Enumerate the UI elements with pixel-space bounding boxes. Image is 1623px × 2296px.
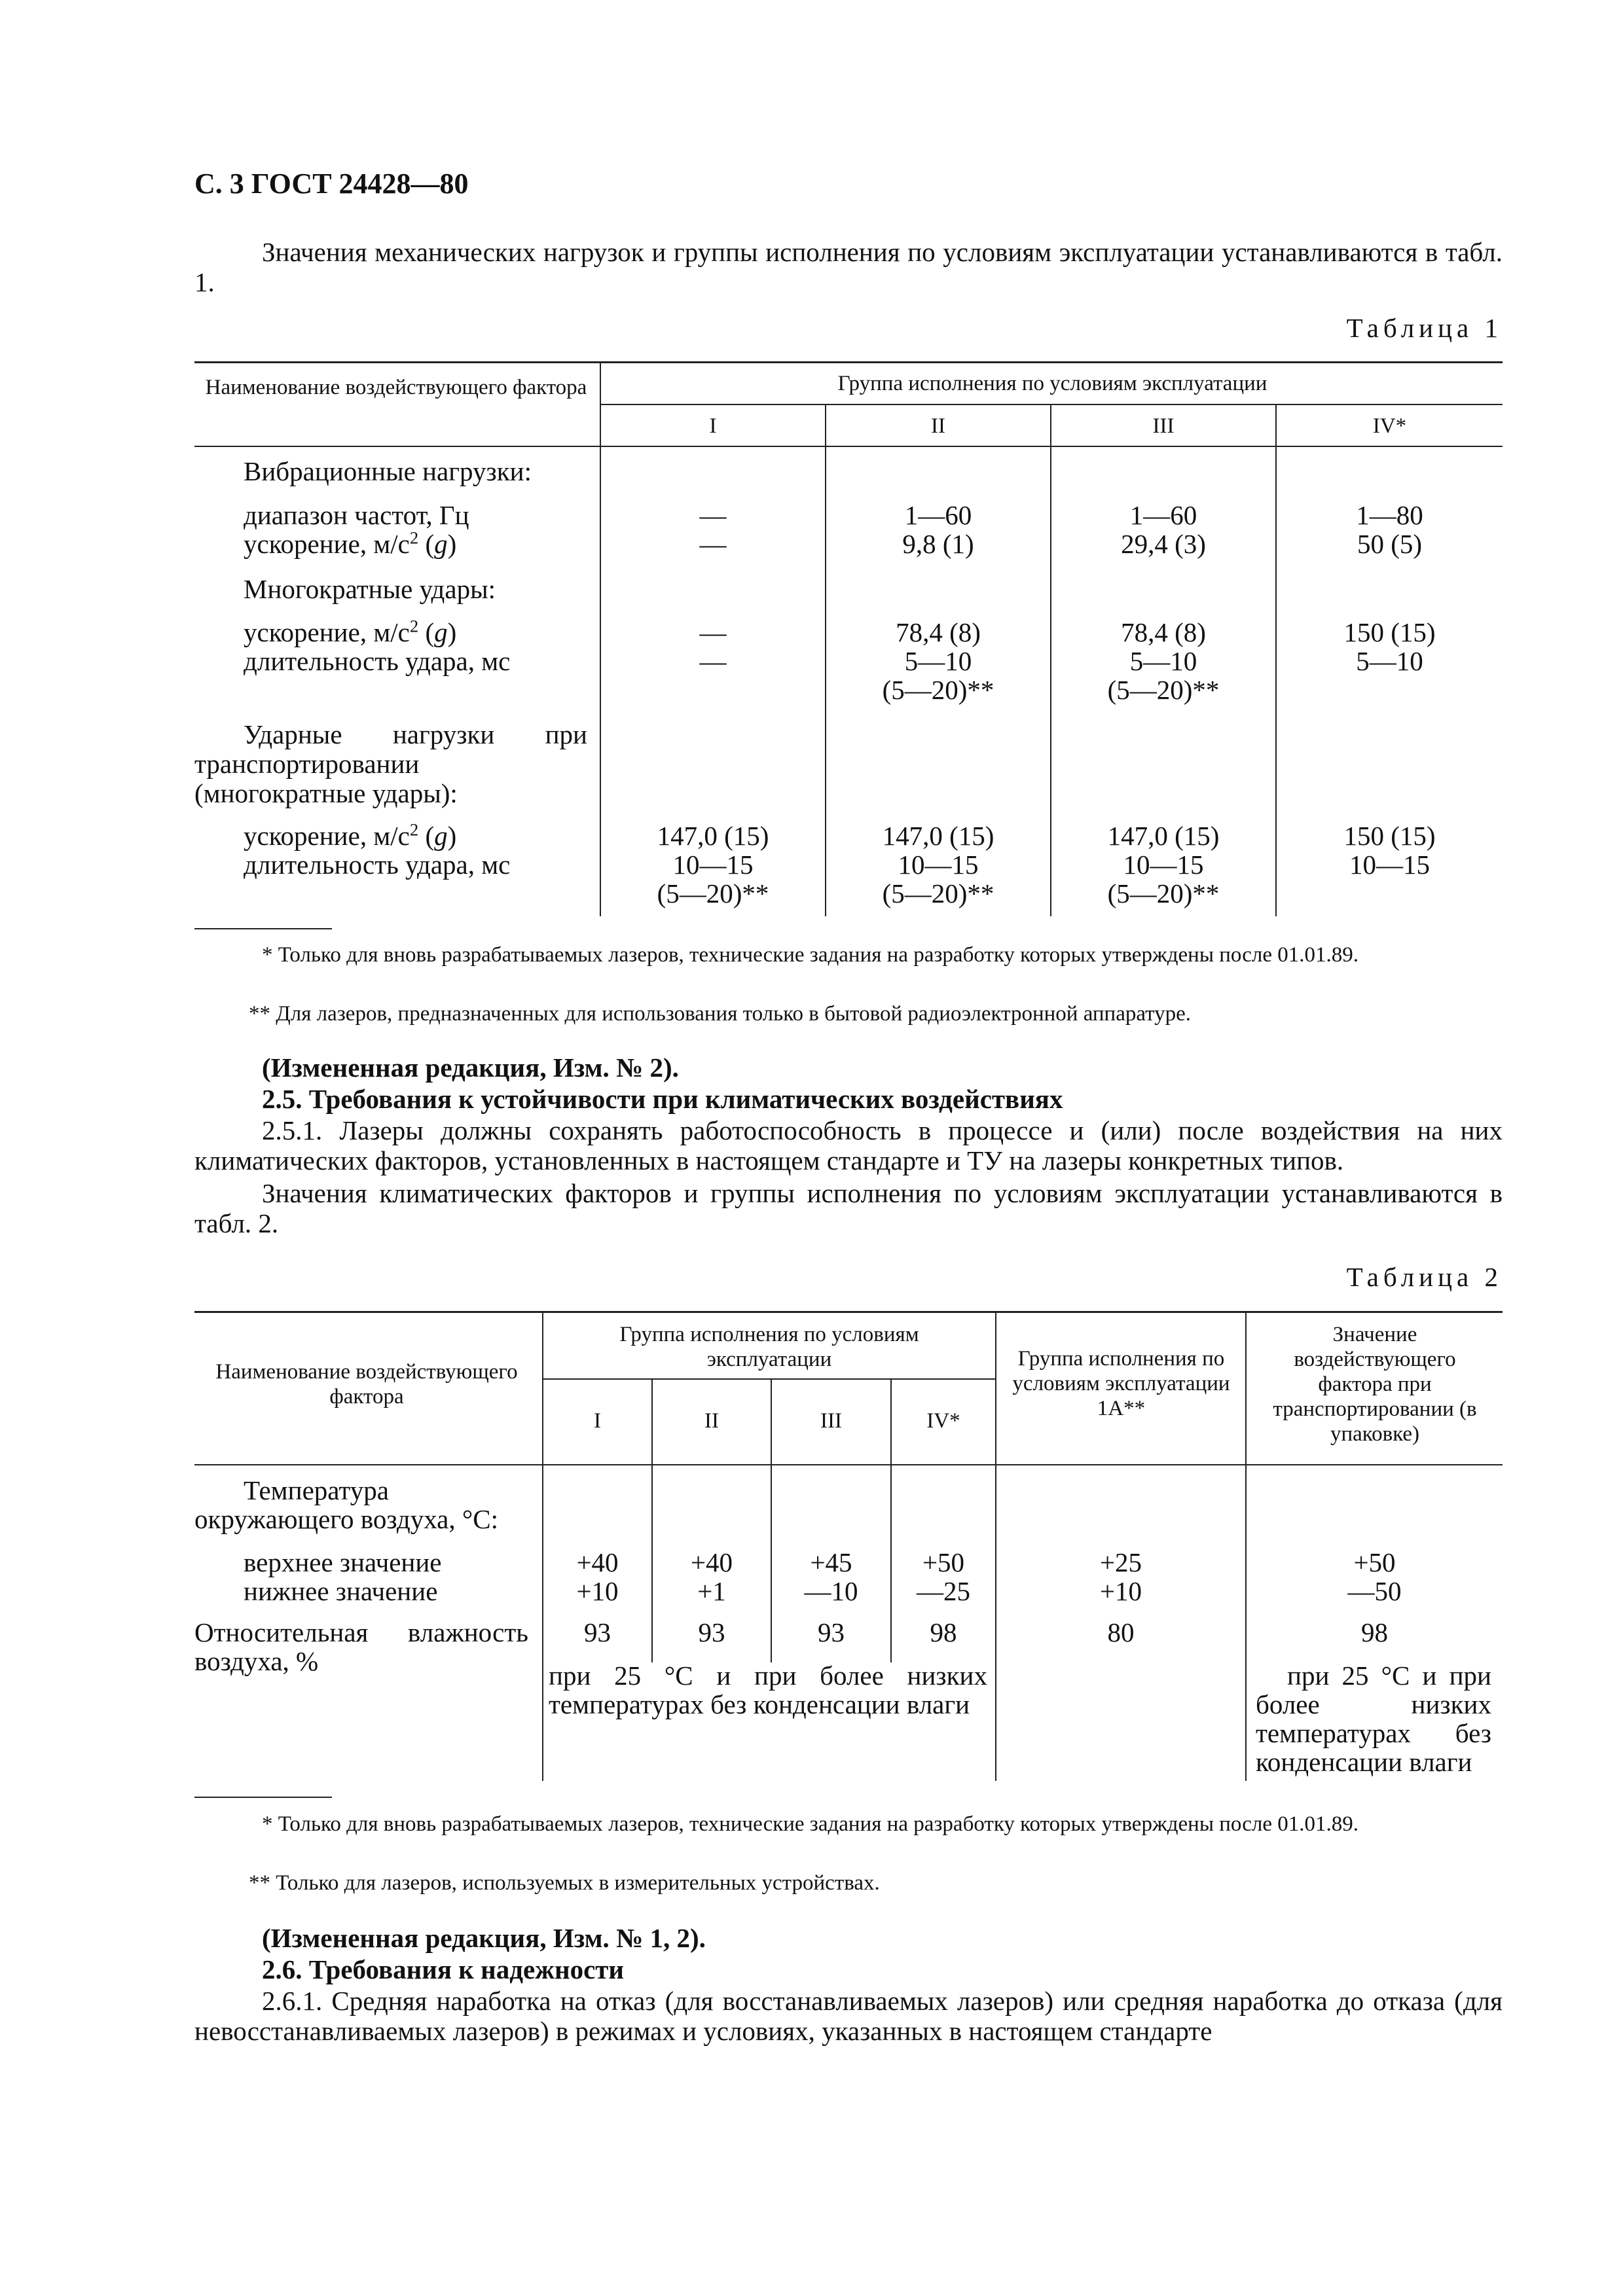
table1-group-4: IV* xyxy=(1372,414,1407,438)
paragraph-2-5-1: 2.5.1. Лазеры должны сохранять работоспособность в процессе и (или) после воздействия на них климатических факторов, установленных в настоящем стандарте и ТУ на лазеры конкретных типов. xyxy=(194,1115,1503,1175)
table1-top-rule xyxy=(194,361,1503,363)
table2-temp-g1: +40 +10 xyxy=(576,1547,619,1606)
table2-col-transport: Значение воздействующего фактора при транспортировании (в упаковке) xyxy=(1273,1323,1477,1446)
table2-col-factor: Наименование воздействующего фактора xyxy=(215,1360,518,1408)
page-header: С. 3 ГОСТ 24428—80 xyxy=(194,168,469,200)
table1-vib-g2: 1—60 9,8 (1) xyxy=(902,500,974,559)
table1-vib-title: Вибрационные нагрузки: xyxy=(244,456,532,486)
table2-footnote-rule xyxy=(194,1797,332,1798)
table2-temp-title: Температура окружающего воздуха, °С: xyxy=(194,1475,498,1534)
table1-transp-accel: ускорение, $м/с^2$ (g) xyxy=(244,819,457,851)
table1-transp-dur: длительность удара, мс xyxy=(244,850,511,880)
table2-vline-1 xyxy=(542,1311,543,1781)
table1-transp-g1: 147,0 (15) 10—15 (5—20)** xyxy=(657,821,769,908)
table1-group-3: III xyxy=(1152,414,1175,438)
table1-vib-g3: 1—60 29,4 (3) xyxy=(1121,500,1206,559)
table2-col-group: Группа исполнения по условиям эксплуатации xyxy=(619,1323,919,1371)
table2-hum-note: при 25 °С и при более низких температурах без конденсации влаги xyxy=(549,1660,987,1719)
table1-vib-g1: — — xyxy=(699,500,727,559)
table2-header-bottom-rule xyxy=(194,1464,1503,1465)
table2-hum-g2: 93 xyxy=(698,1617,725,1647)
table2-hum-g3: 93 xyxy=(818,1617,845,1647)
table1-group-1: I xyxy=(709,414,717,438)
table1-shock-g2: 78,4 (8) 5—10 (5—20)** xyxy=(882,617,994,705)
table2-footnote-1: * Только для вновь разрабатываемых лазеров, технические задания на разработку которых утверждены после 01.01.89. xyxy=(262,1812,1359,1836)
table2-group-2: II xyxy=(704,1409,719,1433)
section-2-6-heading: 2.6. Требования к надежности xyxy=(262,1954,625,1984)
table1-transp-g2: 147,0 (15) 10—15 (5—20)** xyxy=(882,821,994,908)
table1-transp-g3: 147,0 (15) 10—15 (5—20)** xyxy=(1107,821,1220,908)
table1-group-2: II xyxy=(931,414,945,438)
table1-shock-g1: — — xyxy=(699,617,727,676)
table1-vib-accel: ускорение, $м/с^2$ (g) xyxy=(244,528,457,559)
table2-group-3: III xyxy=(820,1409,842,1433)
paragraph-2-5-values: Значения климатических факторов и группы исполнения по условиям эксплуатации устанавливаются в табл. 2. xyxy=(194,1178,1503,1238)
table2-temp-g3: +45 —10 xyxy=(804,1547,858,1606)
table1-shock-dur: длительность удара, мс xyxy=(244,646,511,676)
table1-header-bottom-rule xyxy=(194,446,1503,447)
table2-header-mid-rule xyxy=(542,1378,995,1380)
table1-shock-g3: 78,4 (8) 5—10 (5—20)** xyxy=(1107,617,1220,705)
paragraph-2-6-1: 2.6.1. Средняя наработка на отказ (для восстанавливаемых лазеров) или средняя наработка до отказа (для невосстанавливаемых лазеров) в режимах и условиях, указанных в настоящем стандарте xyxy=(194,1986,1503,2046)
table2-footnote-2: ** Только для лазеров, используемых в измерительных устройствах. xyxy=(249,1871,880,1895)
table1-transp-title: Ударные нагрузки при транспортировании (многократные удары): xyxy=(194,719,587,808)
table2-hum-g1: 93 xyxy=(584,1617,611,1647)
table1-shock-title: Многократные удары: xyxy=(244,574,496,604)
table1-caption: Таблица 1 xyxy=(1346,313,1503,343)
table2-top-rule xyxy=(194,1311,1503,1313)
table2-hum-transport: 98 xyxy=(1361,1617,1388,1647)
table2-temp-g2: +40 +1 xyxy=(690,1547,733,1606)
section-2-5-heading: 2.5. Требования к устойчивости при климатических воздействиях xyxy=(262,1084,1063,1114)
table2-group-4: IV* xyxy=(926,1409,960,1433)
table2-hum-title: Относительная влажность воздуха, % xyxy=(194,1617,528,1676)
table1-footnote-1: * Только для вновь разрабатываемых лазеров, технические задания на разработку которых утверждены после 01.01.89. xyxy=(262,943,1359,967)
table2-temp-upper: верхнее значение xyxy=(244,1547,442,1577)
table2-temp-1a: +25 +10 xyxy=(1099,1547,1142,1606)
table1-col-group: Группа исполнения по условиям эксплуатации xyxy=(837,372,1267,395)
table1-col-factor: Наименование воздействующего фактора xyxy=(205,376,587,399)
table2-vline-6 xyxy=(1245,1311,1247,1781)
table2-group-1: I xyxy=(594,1409,601,1433)
table2-hum-transport-note: при 25 °С и при более низких температурах без конденсации влаги xyxy=(1256,1660,1491,1777)
table2-hum-1a: 80 xyxy=(1107,1617,1135,1647)
table2-temp-transport: +50 —50 xyxy=(1347,1547,1402,1606)
revision-note-2: (Измененная редакция, Изм. № 1, 2). xyxy=(262,1923,706,1953)
table2-col-1a: Группа исполнения по условиям эксплуатации 1А** xyxy=(1012,1347,1230,1420)
table1-vib-freq: диапазон частот, Гц xyxy=(244,500,469,530)
table1-shock-accel: ускорение, $м/с^2$ (g) xyxy=(244,616,457,647)
intro-paragraph: Значения механических нагрузок и группы исполнения по условиям эксплуатации устанавливаются в табл. 1. xyxy=(194,237,1503,297)
table2-hum-g4: 98 xyxy=(930,1617,957,1647)
table1-transp-g4: 150 (15) 10—15 xyxy=(1343,821,1436,880)
table2-vline-5 xyxy=(995,1311,996,1781)
revision-note-1: (Измененная редакция, Изм. № 2). xyxy=(262,1052,679,1083)
table1-shock-g4: 150 (15) 5—10 xyxy=(1343,617,1436,676)
table2-temp-g4: +50 —25 xyxy=(917,1547,970,1606)
table1-vib-g4: 1—80 50 (5) xyxy=(1356,500,1423,559)
table1-footnote-rule xyxy=(194,928,332,929)
table2-caption: Таблица 2 xyxy=(1346,1262,1503,1292)
table1-footnote-2: ** Для лазеров, предназначенных для использования только в бытовой радиоэлектронной аппаратуре. xyxy=(249,1002,1192,1026)
table2-temp-lower: нижнее значение xyxy=(244,1576,438,1606)
